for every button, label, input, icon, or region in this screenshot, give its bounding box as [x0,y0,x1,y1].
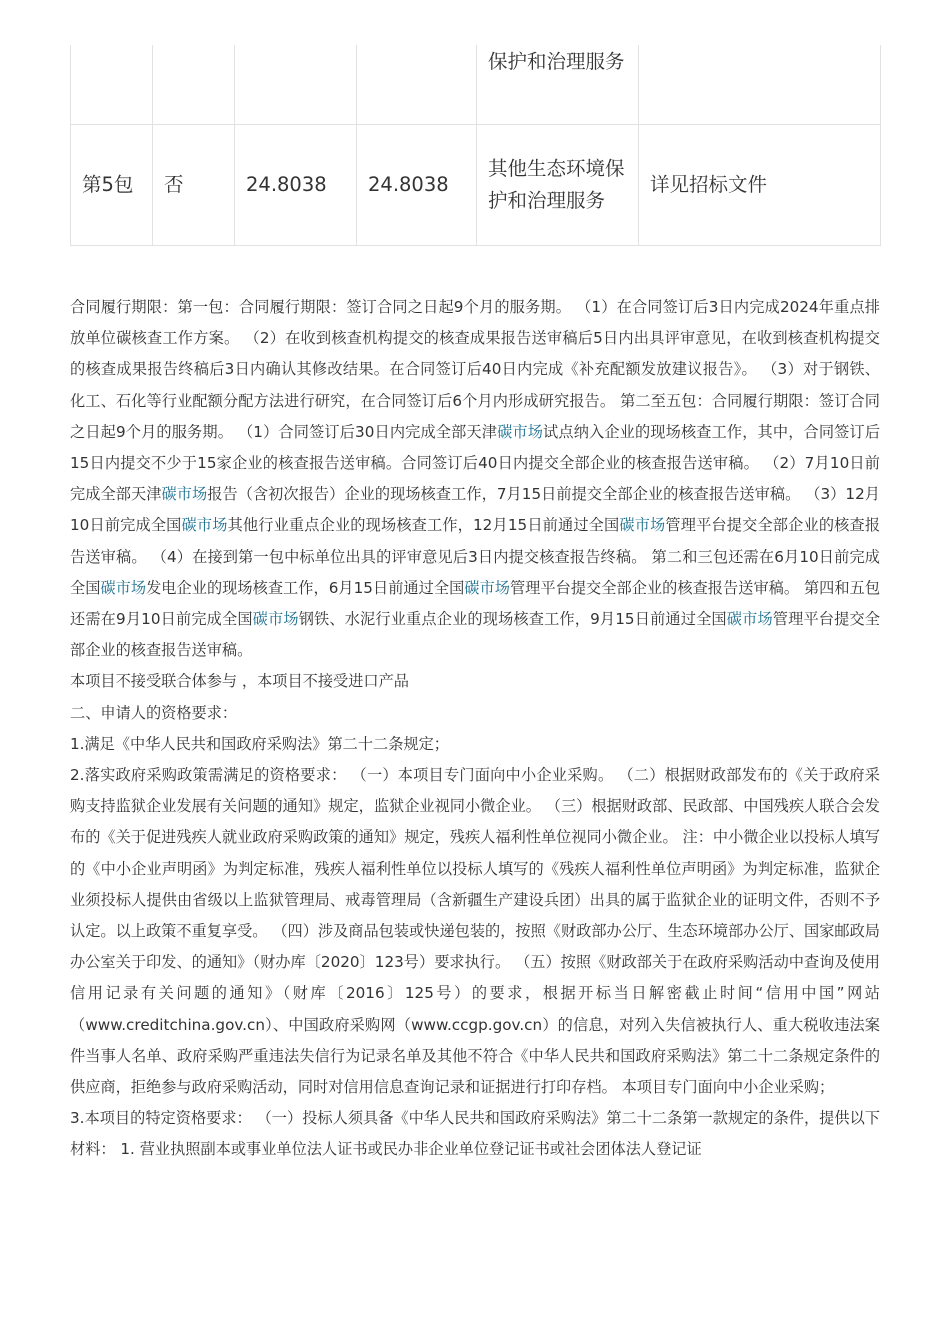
budget-cell: 24.8038 [235,125,357,246]
requirement-3: 3.本项目的特定资格要求： （一）投标人须具备《中华人民共和国政府采购法》第二十二条第一款规定的条件，提供以下材料： 1. 营业执照副本或事业单位法人证书或民办非企业单位登记证书或社会团体法人登记证 [70,1109,880,1159]
carbon-market-link[interactable]: 碳市场 [619,516,666,535]
consortium-paragraph: 本项目不接受联合体参与 ，本项目不接受进口产品 [70,672,409,691]
text-segment: 其他行业重点企业的现场核查工作，12月15日前通过全国 [227,516,620,535]
table-cell-category: 保护和治理服务 [477,45,639,125]
text-segment: 管理平台提交全部企业的核查报告送审稿。 （4）在接到第一包中标单位出具的评审意见后3日内提交核查报告终稿。 第二和三包还需在6月10日前完成全国 [70,516,881,597]
announcement-body [70,292,880,1166]
table-row [71,45,881,125]
carbon-market-link[interactable]: 碳市场 [181,516,228,535]
remark-cell: 详见招标文件 [639,125,881,246]
table-cell [71,45,153,125]
contract-period-paragraph [70,292,880,666]
requirement-2: 2.落实政府采购政策需满足的资格要求： （一）本项目专门面向中小企业采购。 （二）根据财政部发布的《关于政府采购支持监狱企业发展有关问题的通知》规定，监狱企业视同小微企业。 （三）根据财政部、民政部、中国残疾人联合会发布的《关于促进残疾人就业政府采购政策的通知》规定，残疾人福利性单位视同小微企业。 注：中小微企业以投标人填写的《中小企业声明函》为判定标准，残疾人福利性单位以投标人填写的《残疾人福利性单位声明函》为判定标准，监狱企业须投标人提供由省级以上监狱管理局、戒毒管理局（含新疆生产建设兵团）出具的属于监狱企业的证明文件，否则不予认定。以上政策不重复享受。 （四）涉及商品包装或快递包装的，按照《财政部办公厅、生态环境部办公厅、国家邮政局办公室关于印发、的通知》（财办库〔2020〕123号）要求执行。 （五）按照《财政部关于在政府采购活动中查询及使用信用记录有关问题的通知》（财库〔2016〕125号）的要求，根据开标当日解密截止时间“信用中国”网站（www.creditchina.gov.cn）、中国政府采购网（www.ccgp.gov.cn）的信息，对列入失信被执行人、重大税收违法案件当事人名单、政府采购严重违法失信行为记录名单及其他不符合《中华人民共和国政府采购法》第二十二条规定条件的供应商，拒绝参与政府采购活动，同时对信用信息查询记录和证据进行打印存档。 本项目专门面向中小企业采购； [70,766,880,1097]
max-price-cell: 24.8038 [357,125,477,246]
text-segment: 合同履行期限：第一包：合同履行期限：签订合同之日起9个月的服务期。 （1）在合同签订后3日内完成2024年重点排放单位碳核查工作方案。 （2）在收到核查机构提交的核查成果报告送审稿后5日内出具评审意见，在收到核查机构提交的核查成果报告终稿后3日内确认其修改结果。在合同签订后40日内完成《补充配额发放建议报告》。 （3）对于钢铁、化工、石化等行业配额分配方法进行研究，在合同签订后6个月内形成研究报告。 第二至五包：合同履行期限：签订合同之日起9个月的服务期。 （1）合同签订后30日内完成全部天津 [70,298,880,441]
table-row [71,125,881,246]
section-heading: 二、申请人的资格要求： [70,703,238,722]
text-segment: 钢铁、水泥行业重点企业的现场核查工作，9月15日前通过全国 [298,610,727,629]
text-segment: 管理平台提交全部企业的核查报告送审稿。 [70,610,880,660]
text-segment: 管理平台提交全部企业的核查报告送审稿。 第四和五包还需在9月10日前完成全国 [70,578,881,629]
text-segment: 报告（含初次报告）企业的现场核查工作，7月15日前提交全部企业的核查报告送审稿。 （3）12月10日前完成全国 [70,485,880,535]
carbon-market-link[interactable]: 碳市场 [497,422,544,441]
table-cell [639,45,881,125]
table-cell [153,45,235,125]
table-cell [357,45,477,125]
carbon-market-link[interactable]: 碳市场 [161,485,208,504]
carbon-market-link[interactable]: 碳市场 [464,578,510,597]
carbon-market-link[interactable]: 碳市场 [252,610,299,629]
carbon-market-link[interactable]: 碳市场 [726,610,773,629]
text-segment: 发电企业的现场核查工作，6月15日前通过全国 [146,578,465,597]
category-cell: 其他生态环境保护和治理服务 [477,125,639,246]
carbon-market-link[interactable]: 碳市场 [100,578,147,597]
package-number-cell: 第5包 [71,125,153,246]
text-segment: 试点纳入企业的现场核查工作，其中，合同签订后15日内提交不少于15家企业的核查报告送审稿。合同签订后40日内提交全部企业的核查报告送审稿。 （2）7月10日前完成全部天津 [70,422,881,504]
requirement-1: 1.满足《中华人民共和国政府采购法》第二十二条规定； [70,734,449,753]
sme-flag-cell: 否 [153,125,235,246]
table-cell [235,45,357,125]
package-table [70,45,881,246]
